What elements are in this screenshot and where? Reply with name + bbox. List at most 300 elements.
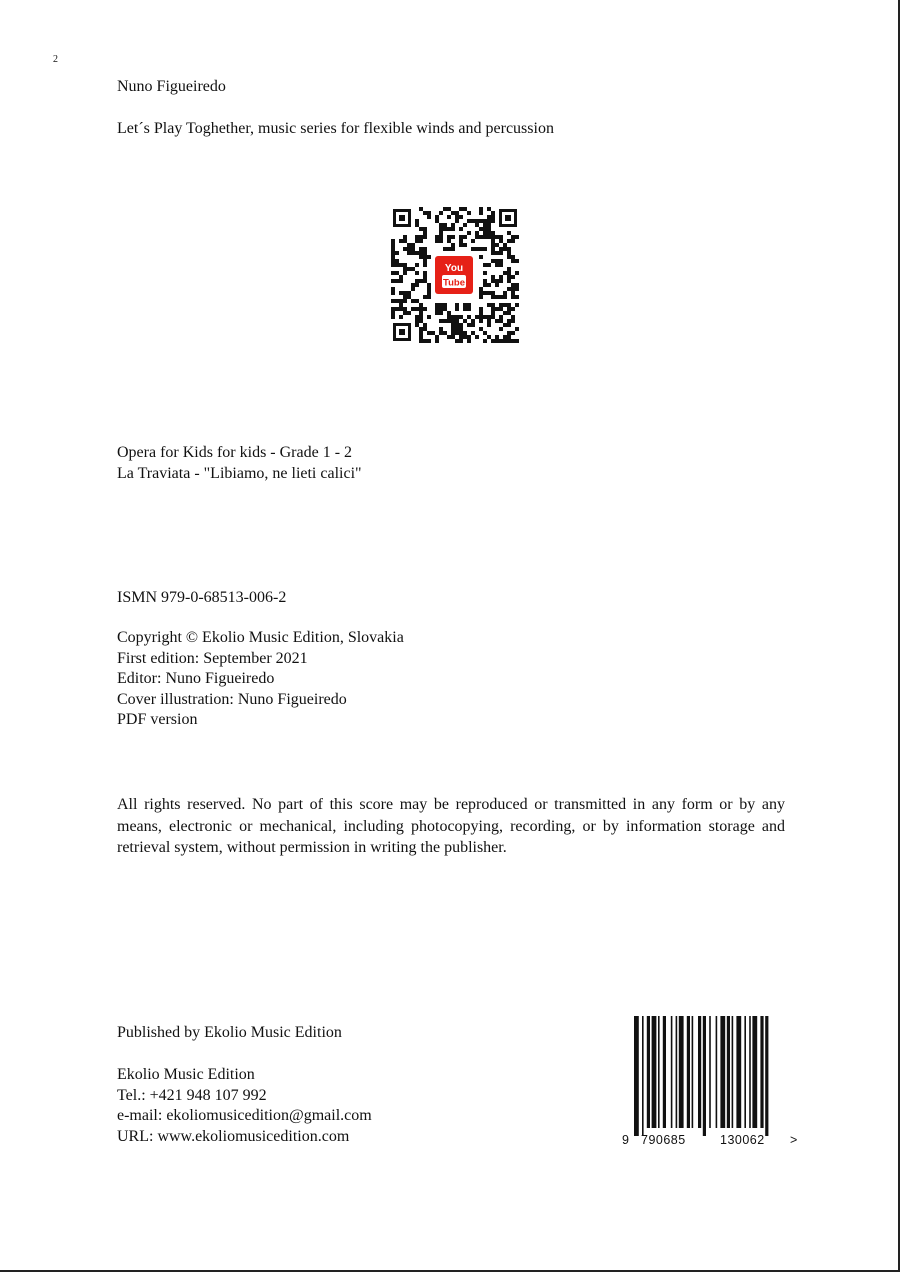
qr-module	[471, 323, 475, 327]
qr-module	[471, 219, 475, 223]
qr-module	[511, 319, 515, 323]
qr-module	[407, 251, 411, 255]
qr-module	[447, 311, 451, 315]
qr-module	[415, 235, 419, 239]
qr-module	[435, 239, 439, 243]
qr-module	[451, 335, 455, 339]
qr-module	[511, 339, 515, 343]
qr-module	[439, 311, 443, 315]
qr-module	[451, 327, 455, 331]
qr-module	[463, 335, 467, 339]
qr-module	[415, 299, 419, 303]
qr-module	[455, 315, 459, 319]
qr-module	[487, 207, 491, 211]
qr-module	[503, 247, 507, 251]
qr-module	[419, 255, 423, 259]
qr-module	[447, 319, 451, 323]
barcode-bar	[671, 1016, 673, 1128]
qr-module	[399, 303, 403, 307]
barcode-lead-digit: 9	[622, 1133, 630, 1147]
qr-module	[427, 283, 431, 287]
qr-module	[479, 211, 483, 215]
qr-module	[419, 311, 423, 315]
qr-module	[515, 271, 519, 275]
qr-module	[451, 323, 455, 327]
qr-module	[483, 231, 487, 235]
qr-module	[419, 207, 423, 211]
qr-module	[467, 335, 471, 339]
qr-module	[443, 207, 447, 211]
author-name: Nuno Figueiredo	[117, 78, 226, 95]
qr-module	[511, 287, 515, 291]
qr-module	[443, 227, 447, 231]
qr-module	[475, 223, 479, 227]
qr-module	[419, 235, 423, 239]
qr-module	[399, 279, 403, 283]
qr-module	[491, 215, 495, 219]
qr-module	[463, 319, 467, 323]
qr-module	[511, 255, 515, 259]
qr-module	[415, 307, 419, 311]
qr-module	[455, 331, 459, 335]
qr-module	[479, 235, 483, 239]
qr-module	[499, 259, 503, 263]
qr-module	[415, 263, 419, 267]
qr-module	[395, 259, 399, 263]
qr-module	[463, 243, 467, 247]
qr-module	[403, 299, 407, 303]
qr-module	[435, 235, 439, 239]
qr-module	[503, 335, 507, 339]
qr-module	[495, 283, 499, 287]
qr-module	[459, 243, 463, 247]
qr-module	[391, 299, 395, 303]
qr-module	[511, 291, 515, 295]
qr-module	[415, 279, 419, 283]
qr-module	[407, 243, 411, 247]
qr-module	[391, 263, 395, 267]
qr-module	[435, 307, 439, 311]
qr-module	[515, 235, 519, 239]
qr-module	[391, 239, 395, 243]
qr-module	[439, 211, 443, 215]
qr-module	[487, 223, 491, 227]
qr-module	[483, 271, 487, 275]
qr-module	[459, 207, 463, 211]
qr-module	[419, 335, 423, 339]
qr-module	[507, 319, 511, 323]
qr-module	[507, 307, 511, 311]
qr-module	[391, 259, 395, 263]
qr-module	[483, 339, 487, 343]
first-edition-line: First edition: September 2021	[117, 649, 308, 667]
publisher-email[interactable]: e-mail: ekoliomusicedition@gmail.com	[117, 1107, 372, 1124]
qr-module	[415, 319, 419, 323]
qr-module	[507, 279, 511, 283]
qr-module	[487, 231, 491, 235]
qr-module	[507, 247, 511, 251]
qr-module	[451, 247, 455, 251]
qr-module	[503, 243, 507, 247]
qr-module	[391, 243, 395, 247]
qr-module	[491, 219, 495, 223]
barcode-bar	[703, 1016, 706, 1136]
qr-module	[415, 271, 419, 275]
qr-module	[403, 263, 407, 267]
qr-module	[407, 267, 411, 271]
qr-module	[495, 259, 499, 263]
qr-module	[427, 315, 431, 319]
qr-code[interactable]	[391, 207, 519, 343]
qr-module	[439, 231, 443, 235]
qr-module	[511, 275, 515, 279]
qr-module	[479, 295, 483, 299]
qr-module	[407, 311, 411, 315]
qr-module	[503, 339, 507, 343]
qr-module	[507, 267, 511, 271]
qr-module	[443, 223, 447, 227]
qr-module	[419, 315, 423, 319]
qr-module	[467, 219, 471, 223]
qr-module	[423, 255, 427, 259]
qr-module	[511, 259, 515, 263]
qr-module	[395, 251, 399, 255]
qr-module	[443, 319, 447, 323]
qr-module	[427, 291, 431, 295]
qr-module	[391, 311, 395, 315]
qr-module	[403, 235, 407, 239]
qr-module	[419, 319, 423, 323]
qr-module	[423, 211, 427, 215]
qr-module	[419, 227, 423, 231]
qr-module	[423, 247, 427, 251]
qr-module	[503, 295, 507, 299]
qr-module	[507, 271, 511, 275]
qr-module	[439, 327, 443, 331]
qr-module	[487, 227, 491, 231]
qr-module	[455, 327, 459, 331]
qr-module	[391, 251, 395, 255]
qr-module	[515, 287, 519, 291]
qr-module	[395, 271, 399, 275]
barcode-bar	[732, 1016, 734, 1128]
qr-module	[479, 207, 483, 211]
qr-module	[463, 307, 467, 311]
qr-module	[391, 307, 395, 311]
qr-module	[399, 275, 403, 279]
qr-module	[391, 315, 395, 319]
qr-module	[511, 295, 515, 299]
qr-module	[491, 259, 495, 263]
qr-module	[415, 239, 419, 243]
barcode-bar	[658, 1016, 660, 1128]
qr-module	[491, 311, 495, 315]
qr-module	[395, 279, 399, 283]
qr-module	[463, 235, 467, 239]
qr-module	[403, 239, 407, 243]
qr-module	[451, 331, 455, 335]
qr-module	[511, 283, 515, 287]
qr-module	[451, 223, 455, 227]
qr-module	[419, 307, 423, 311]
qr-module	[503, 303, 507, 307]
qr-module	[419, 339, 423, 343]
qr-module	[487, 283, 491, 287]
pdf-version-line: PDF version	[117, 711, 198, 728]
qr-module	[443, 307, 447, 311]
qr-module	[487, 303, 491, 307]
qr-module	[399, 291, 403, 295]
qr-module	[507, 287, 511, 291]
qr-module	[487, 291, 491, 295]
qr-module	[419, 279, 423, 283]
qr-module	[447, 227, 451, 231]
qr-module	[435, 311, 439, 315]
qr-module	[391, 291, 395, 295]
qr-module	[439, 331, 443, 335]
qr-module	[499, 319, 503, 323]
qr-module	[479, 255, 483, 259]
qr-module	[491, 247, 495, 251]
qr-module	[455, 323, 459, 327]
qr-module	[491, 251, 495, 255]
editor-line: Editor: Nuno Figueiredo	[117, 670, 275, 687]
barcode-end-mark: >	[790, 1133, 798, 1147]
qr-module	[391, 271, 395, 275]
work-title-block	[117, 443, 362, 484]
qr-module	[507, 231, 511, 235]
qr-module	[475, 315, 479, 319]
qr-module	[391, 255, 395, 259]
qr-module	[459, 331, 463, 335]
qr-module	[443, 331, 447, 335]
qr-module	[411, 307, 415, 311]
qr-module	[439, 223, 443, 227]
qr-module	[479, 287, 483, 291]
barcode-bar	[652, 1016, 657, 1128]
qr-module	[507, 311, 511, 315]
qr-module	[475, 335, 479, 339]
qr-module	[479, 327, 483, 331]
qr-module	[423, 271, 427, 275]
qr-module	[391, 279, 395, 283]
barcode-bar	[749, 1016, 751, 1128]
qr-module	[455, 303, 459, 307]
qr-module	[423, 263, 427, 267]
qr-module	[487, 263, 491, 267]
qr-module	[403, 247, 407, 251]
barcode-bar	[752, 1016, 757, 1128]
qr-module	[491, 339, 495, 343]
qr-module	[395, 307, 399, 311]
qr-module	[423, 259, 427, 263]
qr-module	[439, 319, 443, 323]
barcode-bar	[765, 1016, 768, 1136]
qr-module	[399, 307, 403, 311]
qr-module	[427, 331, 431, 335]
qr-module	[507, 303, 511, 307]
barcode-bar	[760, 1016, 763, 1128]
qr-module	[511, 307, 515, 311]
qr-module	[479, 219, 483, 223]
qr-module	[403, 291, 407, 295]
qr-module	[455, 219, 459, 223]
ismn: ISMN 979-0-68513-006-2	[117, 589, 287, 606]
qr-module	[439, 227, 443, 231]
qr-module	[467, 323, 471, 327]
qr-module	[439, 235, 443, 239]
qr-module	[447, 215, 451, 219]
qr-module	[411, 243, 415, 247]
qr-module	[495, 307, 499, 311]
qr-module	[455, 339, 459, 343]
qr-module	[419, 239, 423, 243]
qr-module	[459, 227, 463, 231]
qr-module	[415, 283, 419, 287]
qr-module	[483, 227, 487, 231]
barcode-bar	[698, 1016, 701, 1128]
qr-module	[447, 207, 451, 211]
qr-module	[499, 251, 503, 255]
qr-module	[499, 275, 503, 279]
qr-module	[423, 323, 427, 327]
youtube-icon	[433, 254, 475, 296]
qr-module	[511, 315, 515, 319]
qr-module	[467, 339, 471, 343]
publisher-url[interactable]: URL: www.ekoliomusicedition.com	[117, 1127, 350, 1145]
qr-module	[507, 251, 511, 255]
qr-module	[407, 247, 411, 251]
youtube-badge-top: You	[444, 263, 464, 274]
qr-module	[475, 235, 479, 239]
qr-module	[499, 315, 503, 319]
qr-module	[475, 247, 479, 251]
qr-module	[439, 239, 443, 243]
qr-module	[411, 247, 415, 251]
qr-module	[427, 211, 431, 215]
qr-module	[515, 283, 519, 287]
qr-module	[399, 315, 403, 319]
qr-module	[447, 315, 451, 319]
qr-module	[427, 287, 431, 291]
qr-module	[439, 303, 443, 307]
qr-module	[471, 247, 475, 251]
qr-module	[483, 247, 487, 251]
qr-module	[403, 295, 407, 299]
qr-module	[499, 339, 503, 343]
qr-module	[431, 331, 435, 335]
cover-illustration-line: Cover illustration: Nuno Figueiredo	[117, 690, 347, 708]
qr-module	[447, 239, 451, 243]
barcode-bar	[744, 1016, 746, 1128]
qr-module	[499, 263, 503, 267]
qr-module	[427, 215, 431, 219]
qr-module	[467, 303, 471, 307]
qr-module	[495, 263, 499, 267]
qr-module	[499, 247, 503, 251]
qr-module	[455, 211, 459, 215]
qr-module	[407, 295, 411, 299]
qr-module	[399, 263, 403, 267]
qr-module	[491, 315, 495, 319]
qr-module	[403, 307, 407, 311]
qr-module	[515, 327, 519, 331]
qr-module	[479, 247, 483, 251]
qr-module	[491, 235, 495, 239]
qr-module	[447, 235, 451, 239]
work-grade-line: Opera for Kids for kids - Grade 1 - 2	[117, 444, 353, 461]
qr-module	[483, 331, 487, 335]
qr-module	[515, 339, 519, 343]
qr-module	[415, 323, 419, 327]
qr-module	[471, 331, 475, 335]
qr-module	[479, 291, 483, 295]
qr-module	[479, 311, 483, 315]
qr-module	[495, 335, 499, 339]
qr-module	[459, 315, 463, 319]
barcode-bar	[736, 1016, 741, 1128]
qr-module	[487, 219, 491, 223]
qr-module	[495, 279, 499, 283]
qr-module	[479, 307, 483, 311]
qr-module	[499, 303, 503, 307]
qr-module	[475, 231, 479, 235]
qr-module	[451, 227, 455, 231]
qr-module	[451, 319, 455, 323]
qr-module	[495, 319, 499, 323]
qr-module	[423, 235, 427, 239]
qr-module	[499, 307, 503, 311]
qr-module	[507, 239, 511, 243]
qr-module	[407, 291, 411, 295]
qr-module	[399, 299, 403, 303]
qr-module	[491, 239, 495, 243]
qr-module	[491, 279, 495, 283]
qr-module	[483, 263, 487, 267]
qr-module	[415, 315, 419, 319]
copyright-line: Copyright © Ekolio Music Edition, Slovakia	[117, 629, 404, 646]
qr-module	[491, 231, 495, 235]
qr-module	[423, 327, 427, 331]
qr-module	[491, 211, 495, 215]
qr-module	[455, 319, 459, 323]
qr-module	[439, 307, 443, 311]
qr-module	[455, 215, 459, 219]
qr-module	[459, 335, 463, 339]
qr-module	[479, 319, 483, 323]
qr-module	[395, 263, 399, 267]
qr-module	[423, 275, 427, 279]
qr-module	[455, 307, 459, 311]
qr-module	[411, 283, 415, 287]
qr-module	[507, 339, 511, 343]
qr-module	[499, 235, 503, 239]
barcode-bar	[716, 1016, 718, 1128]
qr-module	[483, 283, 487, 287]
qr-module	[411, 299, 415, 303]
qr-module	[487, 319, 491, 323]
qr-module	[467, 231, 471, 235]
qr-module	[487, 335, 491, 339]
qr-module	[503, 311, 507, 315]
series-title: Let´s Play Toghether, music series for flexible winds and percussion	[117, 120, 554, 137]
publisher-name: Ekolio Music Edition	[117, 1066, 255, 1083]
work-title-line: La Traviata - "Libiamo, ne lieti calici"	[117, 464, 362, 482]
qr-module	[459, 235, 463, 239]
barcode-bar	[634, 1016, 639, 1136]
qr-module	[415, 223, 419, 227]
qr-module	[427, 255, 431, 259]
